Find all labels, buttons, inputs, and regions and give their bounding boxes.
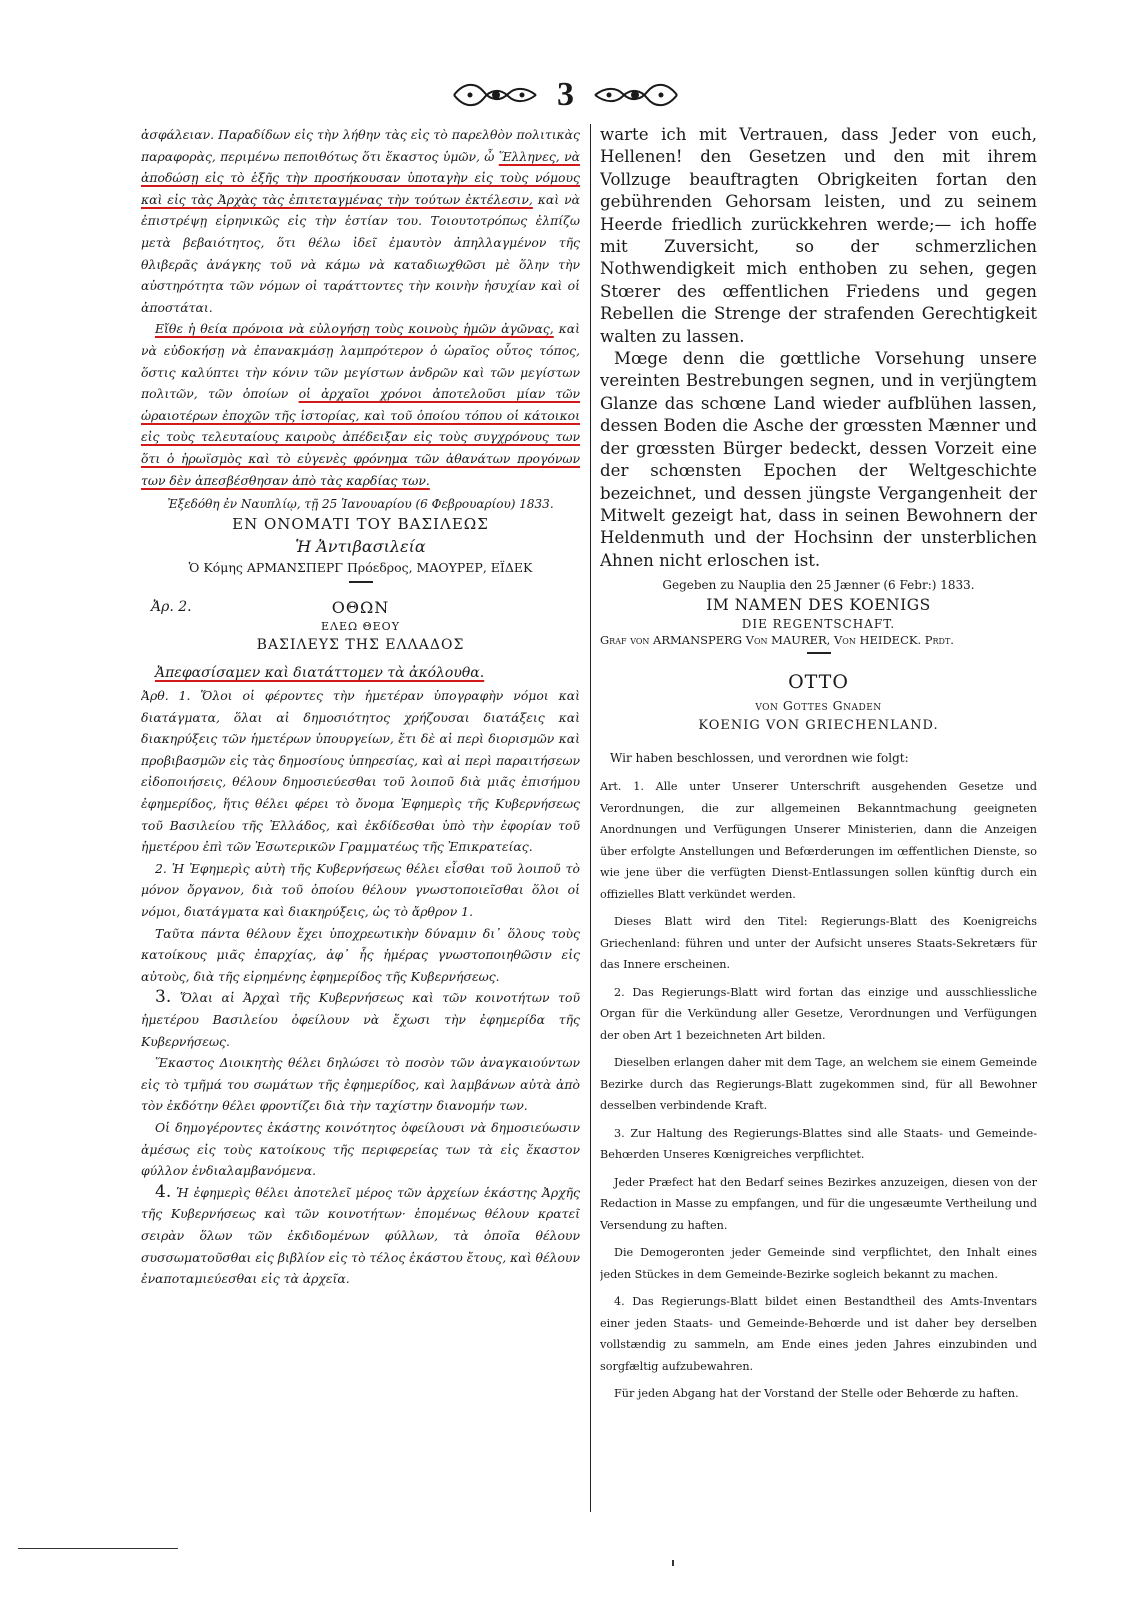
- greek-in-name-heading: ΕΝ ΟΝΟΜΑΤΙ ΤΟΥ ΒΑΣΙΛΕΩΣ: [232, 515, 489, 534]
- greek-paragraph-2: [141, 318, 580, 491]
- german-article-4b: Für jeden Abgang hat der Vorstand der Stelle oder Behœrde zu haften.: [614, 1387, 1019, 1401]
- greek-signers: Ὁ Κόμης ΑΡΜΑΝΣΠΕΡΓ Πρόεδρος, ΜΑΟΥΡΕΡ, ΕΪΔΕΚ: [188, 560, 533, 576]
- german-resolve-line: Wir haben beschlossen, und verordnen wie folgt:: [610, 751, 909, 766]
- greek-column: [141, 124, 580, 1512]
- greek-article-3-number: 3.: [155, 987, 172, 1008]
- german-signers: Graf von ARMANSPERG Von MAURER, Von HEIDECK. Prdt.: [600, 633, 954, 648]
- greek-resolve-line: [155, 661, 580, 685]
- greek-p1-underlined: Ἕλληνες, νὰ ἀποδώσῃ εἰς τὸ ἑξῆς τὴν προσήκουσαν ὑποταγὴν εἰς τοὺς νόμους καὶ εἰς τὰς Ἀρχὰς τὰς ἐπιτεταγμένας τὴν τούτων ἐκτέλεσιν,: [141, 148, 580, 207]
- greek-p2-underlined-1: Εἴθε ἡ θεία πρόνοια νὰ εὐλογήσῃ τοὺς κοινοὺς ἡμῶν ἀγῶνας,: [155, 321, 554, 337]
- greek-article-3: [141, 987, 580, 1052]
- german-king-title: KOENIG VON GRIECHENLAND.: [698, 718, 939, 734]
- german-paragraph-1: warte ich mit Vertrauen, dass Jeder von euch, Hellenen! den Gesetzen und den mit ihrem Vollzuge beauftragten Obrigkeiten fortan den gebührenden Gehorsam leisten, und zu seinem Heerde friedlich zurückkehren werde;— ich hoffe mit Zuversicht, so der schmerzlichen Nothwendigkeit mich enthoben zu sehen, gegen Stœrer des œffentlichen Friedens und gegen Rebellen die Strenge der strafenden Gerechtigkeit walten zu lassen.: [600, 125, 1037, 346]
- greek-dateline: Ἐξεδόθη ἐν Ναυπλίῳ, τῇ 25 Ἰανουαρίου (6 Φεβρουαρίου) 1833.: [167, 497, 554, 512]
- german-dateline: Gegeben zu Nauplia den 25 Jænner (6 Febr:) 1833.: [662, 578, 975, 593]
- footer-mark: [672, 1560, 674, 1566]
- german-article-3: 3. Zur Haltung des Regierungs-Blattes sind alle Staats- und Gemeinde-Behœrden Unseres Kœnigreiches verpflichtet.: [600, 1126, 1037, 1162]
- greek-article-3-text: Ὅλαι αἱ Ἀρχαὶ τῆς Κυβερνήσεως καὶ τῶν κοινοτήτων τοῦ ἡμετέρου Βασιλείου ὀφείλουν νὰ ἔχωσι τὴν ἐφημερίδα τῆς Κυβερνήσεως.: [141, 990, 580, 1049]
- greek-article-3c: Οἱ δημογέροντες ἑκάστης κοινότητος ὀφείλουσι νὰ δημοσιεύωσιν ἀμέσως εἰς τοὺς κατοίκους τῆς περιφερείας των τὰ εἰς ἕκαστον φύλλον ἐνδιαλαμβανόμενα.: [141, 1119, 580, 1179]
- german-column: [600, 124, 1037, 1512]
- german-article-2b: Dieselben erlangen daher mit dem Tage, an welchem sie einem Gemeinde Bezirke durch das Regierungs-Blatt zugekommen sind, für all Bewohner desselben verbindende Kraft.: [600, 1056, 1037, 1113]
- german-article-1b: Dieses Blatt wird den Titel: Regierungs-Blatt des Koenigreichs Griechenland: führen und unter der Aufsicht unseres Staats-Sekretærs für das Innere erscheinen.: [600, 915, 1037, 972]
- greek-article-4: [141, 1182, 580, 1290]
- ornament-right-icon: [591, 80, 681, 110]
- german-regency: DIE REGENTSCHAFT.: [741, 617, 896, 632]
- greek-article-4-text: Ἡ ἐφημερὶς θέλει ἀποτελεῖ μέρος τῶν ἀρχείων ἑκάστης Ἀρχῆς τῆς Κυβερνήσεως καὶ τῶν κοινοτήτων· ἑπομένως θέλουν κρατεῖ σειρὰν ὅλων τῶν ἐκδιδομένων φύλλων, τὰ ὁποῖα θέλουν συσσωματοῦσθαι εἰς βιβλίον εἰς τὸ τέλος ἑκάστου ἔτους, καὶ θέλουν ἐναποταμιεύεσθαι εἰς τὰ ἀρχεῖα.: [141, 1184, 580, 1287]
- greek-p1-text: ἀσφάλειαν. Παραδίδων εἰς τὴν λήθην τὰς εἰς τὸ παρελθὸν πολιτικὰς παραφορὰς, περιμένω πεποιθότως ὅτι ἕκαστος ὑμῶν, ὦ: [141, 127, 580, 164]
- greek-article-3b: Ἕκαστος Διοικητὴς θέλει δηλώσει τὸ ποσὸν τῶν ἀναγκαιούντων εἰς τὸ τμῆμά του σωμάτων τῆς ἐφημερίδος, καὶ λαμβάνων αὐτὰ ἀπὸ τὸν ἐκδότην θέλει φροντίζει διὰ τὴν ταχίστην διανομήν των.: [141, 1055, 580, 1114]
- greek-signature-rule: [349, 581, 373, 583]
- german-paragraph-2: Mœge denn die gœttliche Vorsehung unsere vereinten Bestrebungen segnen, und in verjüngtem Glanze das schœne Land wieder aufblühen lassen, dessen Boden die Asche der grœssten Mænner und der grœssten Bürger bedeckt, dessen Vorzeit eine der schœnsten Epochen der Weltgeschichte bezeichnet, und dessen jüngste Vergangenheit der Mitwelt gezeigt hat, dass in seinen Bewohnern der Heldenmuth und der Hochsinn der unsterblichen Ahnen nicht erloschen ist.: [600, 349, 1037, 570]
- german-article-3b: Jeder Præfect hat den Bedarf seines Bezirkes anzuzeigen, diesen von der Redaction in Masse zu empfangen, und für die ungesæumte Vertheilung und Versendung zu haften.: [600, 1175, 1037, 1232]
- greek-article-4-number: 4.: [155, 1181, 172, 1202]
- german-king-name: OTTO: [788, 671, 849, 694]
- greek-decree-heading: [141, 597, 580, 655]
- greek-article-1: Ἀρθ. 1. Ὅλοι οἱ φέροντες τὴν ἡμετέραν ὑπογραφὴν νόμοι καὶ διατάγματα, ὅλαι αἱ δημοσιότητος χρήζουσαι διατάξεις καὶ διακηρύξεις τῶν ἡμετέρων ὑπουργείων, ἔτι δὲ αἱ περὶ διορισμῶν καὶ προβιβασμῶν εἰς τὰς δημοσίους ὑπηρεσίας, καὶ αἱ περὶ παραιτήσεων εἰδοποιήσεις, θέλουν δημοσιεύεσθαι τοῦ λοιποῦ διὰ μιᾶς ἐπισήμου ἐφημερίδος, ἥτις θέλει φέρει τὸ ὄνομα Ἐφημερὶς τῆς Κυβερνήσεως τοῦ Βασιλείου τῆς Ἑλλάδος, καὶ ἐκδίδεσθαι ὑπὸ τὴν ἐφορίαν τοῦ ἡμετέρου ἐπὶ τῶν Ἐσωτερικῶν Γραμματέως τῆς Ἐπικρατείας.: [141, 688, 580, 855]
- german-article-2: 2. Das Regierungs-Blatt wird fortan das einzige und ausschliessliche Organ für die Verkündung aller Gesetze, Verordnungen und Verfügungen der oben Art 1 bezeichneten Art bilden.: [600, 985, 1037, 1042]
- greek-paragraph-1: [141, 124, 580, 318]
- greek-decree-number: Ἀρ. 2.: [151, 599, 192, 616]
- column-divider: [590, 124, 591, 1512]
- footer-rule: [18, 1548, 178, 1549]
- german-signature-rule: [807, 652, 831, 654]
- greek-resolve-text: Ἀπεφασίσαμεν καὶ διατάττομεν τὰ ἀκόλουθα.: [155, 665, 485, 682]
- page-header: [0, 76, 1131, 120]
- german-by-grace: von Gottes Gnaden: [755, 698, 882, 714]
- german-decree-heading: [600, 668, 1037, 736]
- greek-p2-underlined-2: οἱ ἀρχαῖοι χρόνοι ἀποτελοῦσι μίαν τῶν ὡραιοτέρων ἐποχῶν τῆς ἱστορίας, καὶ τοῦ ὁποίου τόπου οἱ κάτοικοι εἰς τοὺς τελευταίους καιροὺς ἀπέδειξαν εἰς τοὺς συγχρόνους των ὅτι ὁ ἡρωϊσμὸς καὶ τὸ εὐγενὲς φρόνημα τῶν ἀθανάτων προγόνων των δὲν ἀπεσβέσθησαν ἀπὸ τὰς καρδίας των.: [141, 386, 580, 488]
- german-article-3c: Die Demogeronten jeder Gemeinde sind verpflichtet, den Inhalt eines jeden Stückes in dem Gemeinde-Bezirke sogleich bekannt zu machen.: [600, 1246, 1037, 1281]
- german-article-1: Art. 1. Alle unter Unserer Unterschrift ausgehenden Gesetze und Verordnungen, die zur allgemeinen Bekanntmachung geeigneten Anordnungen und Verfügungen Unserer Ministerien, dann die Anzeigen über erfolgte Anstellungen und Befœrderungen im œffentlichen Dienste, so wie jene über die verfügten Dienst-Entlassungen sollen künftig durch ein offizielles Blatt verkündet werden.: [600, 780, 1037, 901]
- greek-p1-rest: καὶ νὰ ἐπιστρέψῃ εἰρηνικῶς εἰς τὴν ἑστίαν του. Τοιουτοτρόπως ἐλπίζω μετὰ βεβαιότητος, ὅτι θέλω ἰδεῖ ἐμαυτὸν ἀπηλλαγμένον τῆς θλιβερᾶς ἀνάγκης τοῦ νὰ κάμω νὰ καταδιωχθῶσι μὲ ὅλην τὴν αὐστηρότητα τῶν νόμων οἱ ταράττοντες τὴν κοινὴν ἡσυχίαν καὶ οἱ ἀποστάται.: [141, 191, 580, 315]
- greek-king-name: ΟΘΩΝ: [331, 598, 390, 618]
- german-article-4: 4. Das Regierungs-Blatt bildet einen Bestandtheil des Amts-Inventars einer jeden Staats- und Gemeinde-Behœrde und ist daher bey derselben vollstændig zu sammeln, am Ende eines jeden Jahres einzubinden und sorgfæltig aufzubewahren.: [600, 1295, 1037, 1373]
- page-number: 3: [557, 76, 574, 113]
- greek-regency: Ἡ Ἀντιβασιλεία: [295, 537, 426, 557]
- greek-king-title: ΒΑΣΙΛΕΥΣ ΤΗΣ ΕΛΛΑΔΟΣ: [256, 637, 465, 654]
- greek-article-2: 2. Ἡ Ἐφημερὶς αὐτὴ τῆς Κυβερνήσεως θέλει εἶσθαι τοῦ λοιποῦ τὸ μόνον ὄργανον, διὰ τοῦ ὁποίου θέλουν γνωστοποιεῖσθαι ὅλοι οἱ νόμοι, διατάγματα καὶ διακηρύξεις, ὡς τὸ ἄρθρον 1.: [141, 860, 580, 920]
- greek-by-grace: ΕΛΕΩ ΘΕΟΥ: [321, 620, 400, 634]
- greek-p2-middle: καὶ νὰ εὐδοκήσῃ νὰ ἐπανακμάσῃ λαμπρότερον ὁ ὡραῖος οὗτος τόπος, ὅστις καλύπτει τὴν κόνιν τῶν μεγίστων ἀνδρῶν καὶ τῶν μεγίστων πολιτῶν, τῶν ὁποίων: [141, 321, 580, 402]
- german-in-name-heading: IM NAMEN DES KOENIGS: [706, 596, 931, 615]
- ornament-left-icon: [450, 80, 540, 110]
- greek-article-2b: Ταῦτα πάντα θέλουν ἔχει ὑποχρεωτικὴν δύναμιν δι᾽ ὅλους τοὺς κατοίκους μιᾶς ἐπαρχίας, ἀφ᾽ ἧς ἡμέρας γνωστοποιηθῶσιν εἰς αὐτοὺς, διὰ τῆς εἰρημένης ἐφημερίδος τῆς Κυβερνήσεως.: [141, 925, 580, 984]
